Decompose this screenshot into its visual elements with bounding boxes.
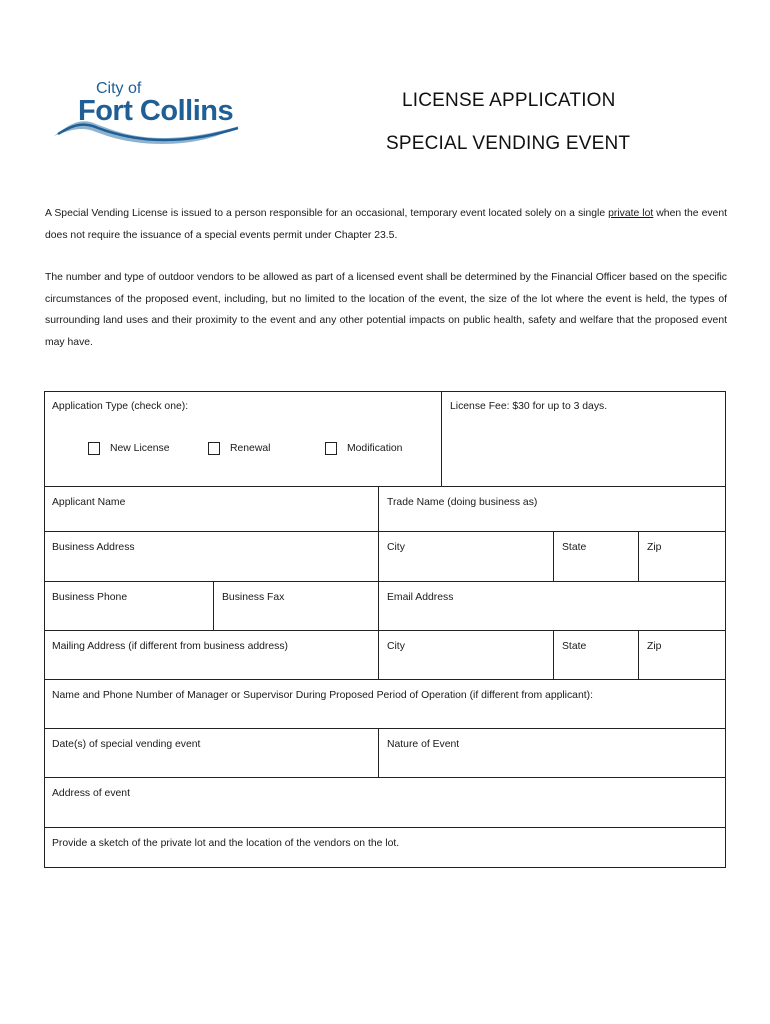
business-fax-field[interactable]: Business Fax: [214, 582, 379, 631]
intro-paragraph-2: The number and type of outdoor vendors to be allowed as part of a licensed event shall be determined by the Financial Officer based on the specific circumstances of the proposed event, including, but no limited to the location of the event, the size of the lot where the event is held, the types of surrounding land uses and their proximity to the event and any other potential impacts on public health, safety and welfare that the proposed event may have.: [45, 272, 727, 348]
logo-city-of-text: City of: [96, 80, 142, 97]
nature-of-event-field[interactable]: Nature of Event: [379, 729, 726, 778]
city-of-fort-collins-logo: [52, 78, 242, 144]
business-state-field[interactable]: State: [554, 532, 639, 582]
mailing-zip-field[interactable]: Zip: [639, 631, 726, 680]
application-type-cell: [44, 391, 442, 487]
renewal-checkbox[interactable]: [208, 442, 220, 455]
applicant-name-field[interactable]: Applicant Name: [44, 487, 379, 532]
business-zip-field[interactable]: Zip: [639, 532, 726, 582]
business-phone-field[interactable]: Business Phone: [44, 582, 214, 631]
application-type-label: Application Type (check one):: [52, 401, 189, 412]
option-modification[interactable]: Modification: [325, 442, 402, 455]
option-renewal[interactable]: Renewal: [208, 442, 270, 455]
event-dates-field[interactable]: Date(s) of special vending event: [44, 729, 379, 778]
new-license-checkbox[interactable]: [88, 442, 100, 455]
title-line-1: LICENSE APPLICATION: [402, 90, 616, 111]
business-city-field[interactable]: City: [379, 532, 554, 582]
private-lot-underlined: private lot: [608, 208, 654, 219]
application-form: [44, 391, 726, 868]
modification-checkbox[interactable]: [325, 442, 337, 455]
event-address-field[interactable]: Address of event: [44, 778, 726, 828]
business-address-field[interactable]: Business Address: [44, 532, 379, 582]
license-fee-cell: License Fee: $30 for up to 3 days.: [442, 391, 726, 487]
title-line-2: SPECIAL VENDING EVENT: [386, 133, 631, 154]
intro-paragraph-1: A Special Vending License is issued to a person responsible for an occasional, temporary event located solely on a single private lot when the event does not require the issuance of a special events permit under Chapter 23.5.: [45, 208, 727, 241]
trade-name-field[interactable]: Trade Name (doing business as): [379, 487, 726, 532]
mailing-city-field[interactable]: City: [379, 631, 554, 680]
sketch-instructions: Provide a sketch of the private lot and the location of the vendors on the lot.: [44, 828, 726, 868]
logo-fort-collins-text: Fort Collins: [78, 95, 234, 127]
mailing-address-field[interactable]: Mailing Address (if different from business address): [44, 631, 379, 680]
mailing-state-field[interactable]: State: [554, 631, 639, 680]
option-new-license[interactable]: New License: [88, 442, 170, 455]
manager-name-phone-field[interactable]: Name and Phone Number of Manager or Supervisor During Proposed Period of Operation (if different from applicant):: [44, 680, 726, 729]
email-address-field[interactable]: Email Address: [379, 582, 726, 631]
